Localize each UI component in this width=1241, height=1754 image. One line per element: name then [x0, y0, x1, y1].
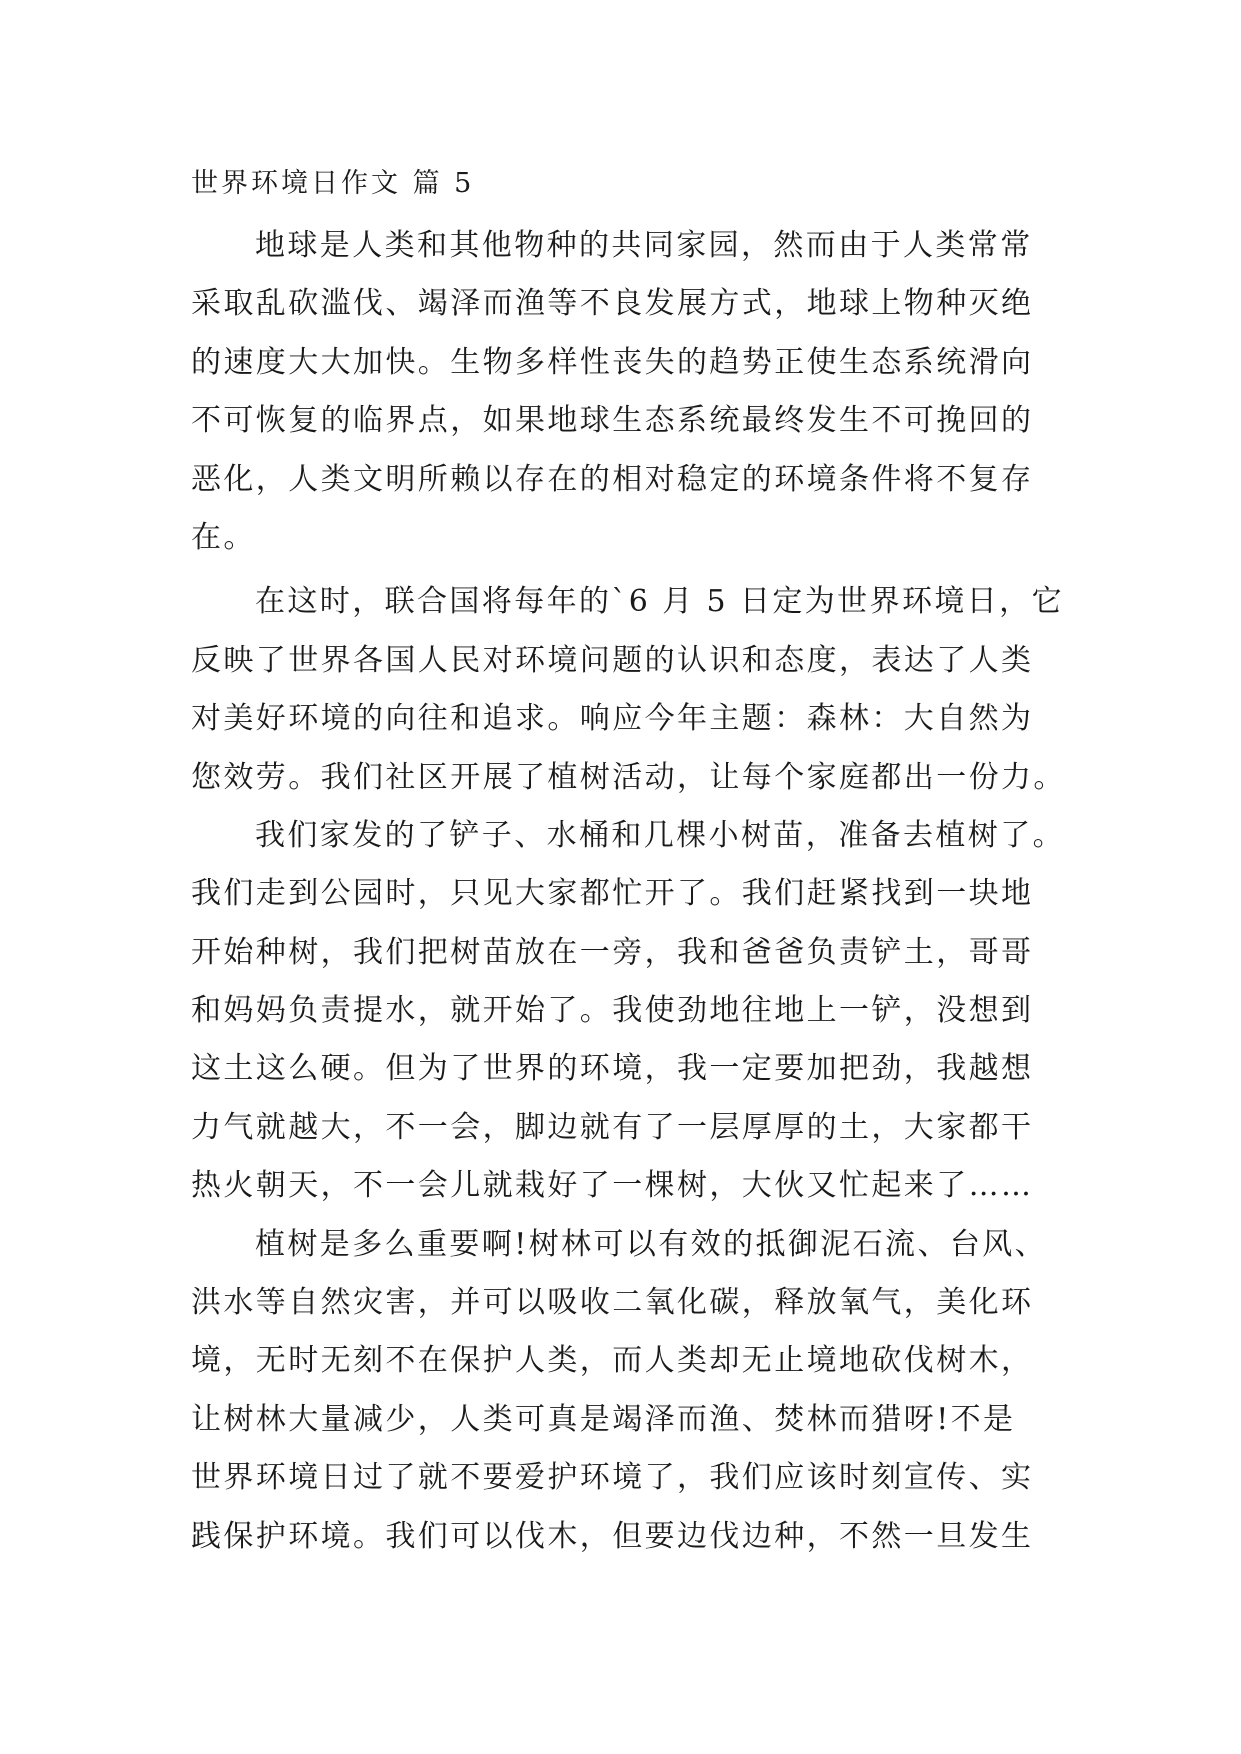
text-line: 热火朝天，不一会儿就栽好了一棵树，大伙又忙起来了……: [191, 1168, 1034, 1204]
text-line: 地球是人类和其他物种的共同家园，然而由于人类常常: [255, 228, 1033, 263]
text-line: 让树林大量减少，人类可真是竭泽而渔、焚林而猎呀!不是: [191, 1401, 1016, 1437]
text-line: 境，无时无刻不在保护人类，而人类却无止境地砍伐树木，: [191, 1343, 1034, 1379]
text-line: 洪水等自然灾害，并可以吸收二氧化碳，释放氧气，美化环: [191, 1285, 1034, 1321]
text-line: 您效劳。我们社区开展了植树活动，让每个家庭都出一份力。: [191, 759, 1066, 795]
paragraph-1: [191, 217, 1051, 567]
text-line: 恶化，人类文明所赖以存在的相对稳定的环境条件将不复存: [191, 461, 1034, 497]
paragraph-2: [191, 573, 1066, 807]
text-line: 力气就越大，不一会，脚边就有了一层厚厚的土，大家都干: [191, 1109, 1034, 1145]
text-line: 植树是多么重要啊!树林可以有效的抵御泥石流、台风、: [255, 1226, 1048, 1262]
text-line: 不可恢复的临界点，如果地球生态系统最终发生不可挽回的: [191, 403, 1034, 439]
essay-title: 世界环境日作文 篇 5: [191, 168, 475, 199]
text-line: 反映了世界各国人民对环境问题的认识和态度，表达了人类: [191, 642, 1034, 678]
paragraph-3: [191, 807, 1065, 1216]
text-line: 对美好环境的向往和追求。响应今年主题：森林：大自然为: [191, 701, 1034, 737]
text-line: 践保护环境。我们可以伐木，但要边伐边种，不然一旦发生: [191, 1518, 1034, 1554]
text-line: 的速度大大加快。生物多样性丧失的趋势正使生态系统滑向: [191, 344, 1034, 380]
text-line: 和妈妈负责提水，就开始了。我使劲地往地上一铲，没想到: [191, 993, 1034, 1029]
paragraph-4: [191, 1216, 1051, 1566]
text-line: 这土这么硬。但为了世界的环境，我一定要加把劲，我越想: [191, 1051, 1034, 1087]
text-line: 采取乱砍滥伐、竭泽而渔等不良发展方式，地球上物种灭绝: [191, 286, 1034, 322]
text-line: 我们走到公园时，只见大家都忙开了。我们赶紧找到一块地: [191, 876, 1034, 912]
essay-body: [191, 217, 1066, 1566]
text-line: 世界环境日过了就不要爱护环境了，我们应该时刻宣传、实: [191, 1460, 1034, 1496]
text-line: 在这时，联合国将每年的`6 月 5 日定为世界环境日，它: [255, 584, 1064, 620]
text-line: 我们家发的了铲子、水桶和几棵小树苗，准备去植树了。: [255, 817, 1065, 853]
text-line: 开始种树，我们把树苗放在一旁，我和爸爸负责铲土，哥哥: [191, 934, 1034, 970]
text-line: 在。: [191, 519, 256, 555]
